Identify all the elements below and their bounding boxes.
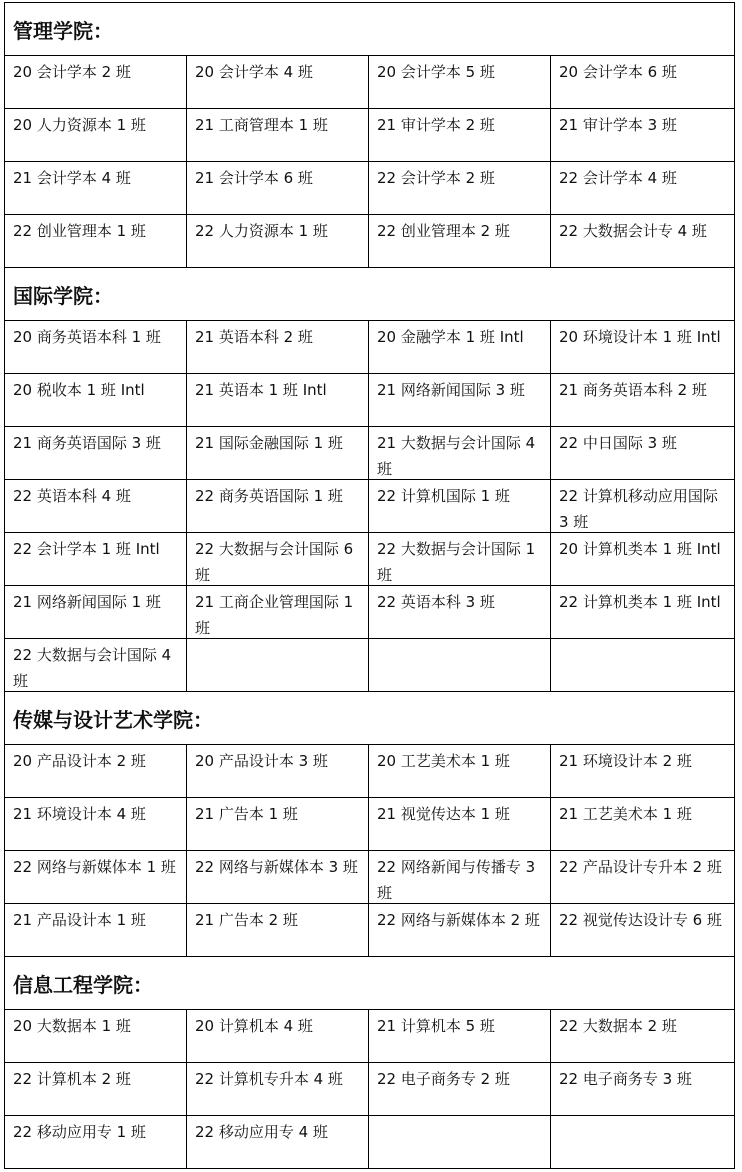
class-cell: 20 产品设计本 3 班	[187, 745, 369, 798]
class-cell: 20 会计学本 5 班	[369, 56, 551, 109]
class-cell: 21 商务英语国际 3 班	[5, 427, 187, 480]
class-cell: 21 商务英语本科 2 班	[551, 374, 735, 427]
class-cell: 22 电子商务专 2 班	[369, 1063, 551, 1116]
class-cell: 20 环境设计本 1 班 Intl	[551, 321, 735, 374]
class-cell: 20 会计学本 2 班	[5, 56, 187, 109]
class-cell: 20 大数据本 1 班	[5, 1010, 187, 1063]
class-cell: 21 工商企业管理国际 1 班	[187, 586, 369, 639]
class-cell: 21 工商管理本 1 班	[187, 109, 369, 162]
class-cell	[369, 639, 551, 692]
class-cell: 20 产品设计本 2 班	[5, 745, 187, 798]
class-cell: 20 人力资源本 1 班	[5, 109, 187, 162]
class-cell: 21 英语本科 2 班	[187, 321, 369, 374]
class-cell: 22 人力资源本 1 班	[187, 215, 369, 268]
class-cell: 20 金融学本 1 班 Intl	[369, 321, 551, 374]
class-cell: 20 计算机本 4 班	[187, 1010, 369, 1063]
class-cell: 21 大数据与会计国际 4 班	[369, 427, 551, 480]
section-title: 信息工程学院：	[5, 957, 735, 1010]
class-cell: 20 会计学本 4 班	[187, 56, 369, 109]
class-cell: 22 中日国际 3 班	[551, 427, 735, 480]
class-cell: 22 大数据与会计国际 1 班	[369, 533, 551, 586]
class-cell: 21 审计学本 2 班	[369, 109, 551, 162]
class-cell: 22 创业管理本 1 班	[5, 215, 187, 268]
section-grid	[5, 1010, 735, 1169]
class-cell: 22 英语本科 3 班	[369, 586, 551, 639]
class-cell: 21 广告本 2 班	[187, 904, 369, 957]
class-cell: 21 环境设计本 4 班	[5, 798, 187, 851]
class-cell: 22 网络与新媒体本 3 班	[187, 851, 369, 904]
class-cell	[551, 639, 735, 692]
class-cell: 20 商务英语本科 1 班	[5, 321, 187, 374]
class-cell: 22 移动应用专 4 班	[187, 1116, 369, 1169]
class-cell: 21 网络新闻国际 3 班	[369, 374, 551, 427]
class-cell: 22 会计学本 2 班	[369, 162, 551, 215]
section-grid	[5, 745, 735, 957]
class-cell: 22 计算机专升本 4 班	[187, 1063, 369, 1116]
class-cell: 22 网络与新媒体本 2 班	[369, 904, 551, 957]
class-cell: 21 产品设计本 1 班	[5, 904, 187, 957]
class-cell: 22 会计学本 1 班 Intl	[5, 533, 187, 586]
class-cell: 22 计算机本 2 班	[5, 1063, 187, 1116]
class-cell: 22 产品设计专升本 2 班	[551, 851, 735, 904]
class-cell: 21 视觉传达本 1 班	[369, 798, 551, 851]
class-cell: 21 审计学本 3 班	[551, 109, 735, 162]
class-cell: 22 大数据会计专 4 班	[551, 215, 735, 268]
section-title: 管理学院：	[5, 3, 735, 56]
class-cell: 21 环境设计本 2 班	[551, 745, 735, 798]
class-cell: 21 网络新闻国际 1 班	[5, 586, 187, 639]
class-cell: 21 计算机本 5 班	[369, 1010, 551, 1063]
class-cell	[369, 1116, 551, 1169]
section-title: 传媒与设计艺术学院：	[5, 692, 735, 745]
class-cell: 22 计算机国际 1 班	[369, 480, 551, 533]
class-cell: 22 网络新闻与传播专 3 班	[369, 851, 551, 904]
class-cell: 22 计算机类本 1 班 Intl	[551, 586, 735, 639]
class-cell: 22 英语本科 4 班	[5, 480, 187, 533]
class-cell: 22 大数据与会计国际 4 班	[5, 639, 187, 692]
class-cell: 21 英语本 1 班 Intl	[187, 374, 369, 427]
section-grid	[5, 321, 735, 692]
class-cell: 21 会计学本 4 班	[5, 162, 187, 215]
section-title: 国际学院：	[5, 268, 735, 321]
class-cell: 22 商务英语国际 1 班	[187, 480, 369, 533]
class-cell: 22 大数据与会计国际 6 班	[187, 533, 369, 586]
class-cell: 21 国际金融国际 1 班	[187, 427, 369, 480]
class-cell: 20 工艺美术本 1 班	[369, 745, 551, 798]
class-cell: 22 计算机移动应用国际 3 班	[551, 480, 735, 533]
section-grid	[5, 56, 735, 268]
class-table	[4, 2, 735, 1169]
class-cell: 20 计算机类本 1 班 Intl	[551, 533, 735, 586]
class-cell: 21 工艺美术本 1 班	[551, 798, 735, 851]
class-cell: 22 视觉传达设计专 6 班	[551, 904, 735, 957]
class-cell	[187, 639, 369, 692]
class-cell: 22 网络与新媒体本 1 班	[5, 851, 187, 904]
class-cell: 22 移动应用专 1 班	[5, 1116, 187, 1169]
class-cell: 22 创业管理本 2 班	[369, 215, 551, 268]
class-cell: 22 大数据本 2 班	[551, 1010, 735, 1063]
class-cell: 21 会计学本 6 班	[187, 162, 369, 215]
class-cell: 20 税收本 1 班 Intl	[5, 374, 187, 427]
class-cell	[551, 1116, 735, 1169]
class-cell: 22 会计学本 4 班	[551, 162, 735, 215]
class-cell: 21 广告本 1 班	[187, 798, 369, 851]
class-cell: 20 会计学本 6 班	[551, 56, 735, 109]
class-cell: 22 电子商务专 3 班	[551, 1063, 735, 1116]
